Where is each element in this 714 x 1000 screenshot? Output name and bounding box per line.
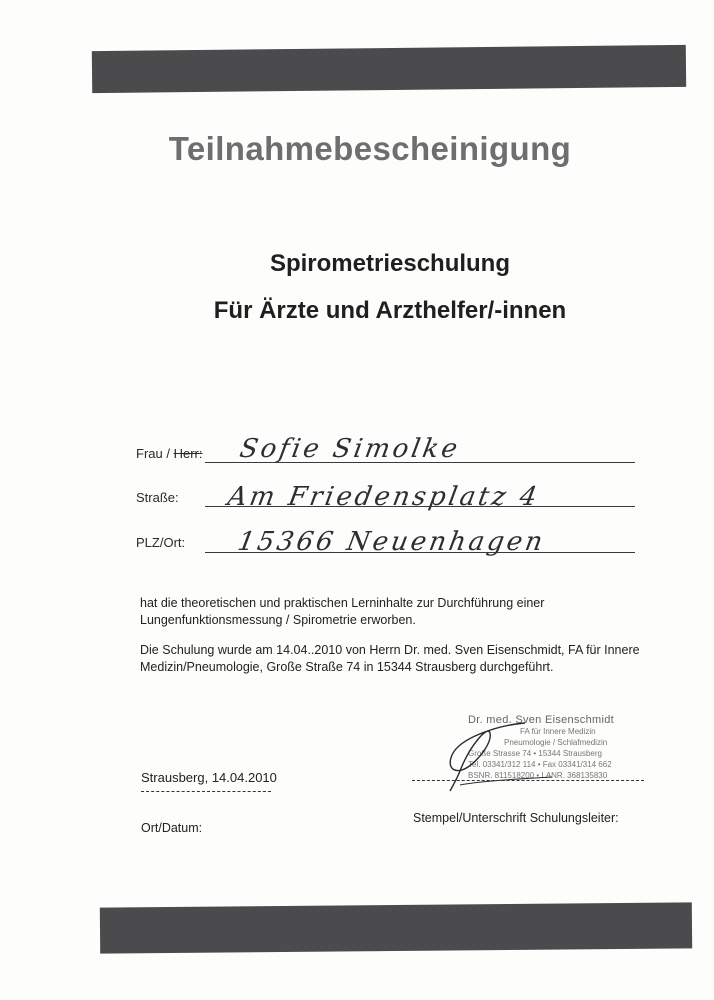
- street-field-label: Straße:: [136, 490, 179, 505]
- signature-dashed-line: [412, 780, 644, 781]
- street-underline: [205, 506, 635, 507]
- place-date-value: Strausberg, 14.04.2010: [141, 770, 277, 785]
- header-bar: [92, 45, 686, 93]
- name-field-label: [136, 446, 202, 461]
- name-underline: [205, 462, 635, 463]
- participant-name: Sofie Simolke: [237, 434, 463, 464]
- stamp-line-3: Große Strasse 74 • 15344 Strausberg: [468, 749, 602, 758]
- city-underline: [205, 552, 635, 553]
- salutation-frau: Frau /: [136, 446, 174, 461]
- stamp-line-5: BSNR. 811518200 • LANR. 368135830: [468, 771, 608, 780]
- course-audience: Für Ärzte und Arzthelfer/-innen: [213, 297, 567, 324]
- body-paragraph-2: Die Schulung wurde am 14.04..2010 von Herrn Dr. med. Sven Eisenschmidt, FA für Innere Medizin/Pneumologie, Große Straße 74 in 15344 Strausberg durchgeführt.: [140, 643, 640, 674]
- place-date-label: Ort/Datum:: [141, 821, 203, 835]
- city-field-label: PLZ/Ort:: [136, 535, 186, 550]
- stamp-line-1: FA für Innere Medizin: [520, 727, 596, 736]
- document-title: Teilnahmebescheinigung: [168, 130, 572, 167]
- date-dashed-line: [141, 791, 271, 792]
- stamp-line-2: Pneumologie / Schlafmedizin: [504, 738, 608, 747]
- participant-city: 15366 Neuenhagen: [235, 527, 548, 557]
- salutation-herr-struck: Herr:: [173, 446, 203, 461]
- body-paragraph-1: hat die theoretischen und praktischen Lerninhalte zur Durchführung einer Lungenfunktionsmessung / Spirometrie erworben.: [140, 596, 545, 627]
- course-title: Spirometrieschulung: [269, 250, 511, 277]
- handwritten-signature: [430, 715, 560, 795]
- stamp-name: Dr. med. Sven Eisenschmidt: [468, 714, 614, 726]
- signature-label: Stempel/Unterschrift Schulungsleiter:: [413, 811, 619, 825]
- stamp-line-4: Tel. 03341/312 114 • Fax 03341/314 662: [468, 760, 612, 769]
- participant-street: Am Friedensplatz 4: [225, 482, 543, 512]
- footer-bar: [100, 902, 692, 953]
